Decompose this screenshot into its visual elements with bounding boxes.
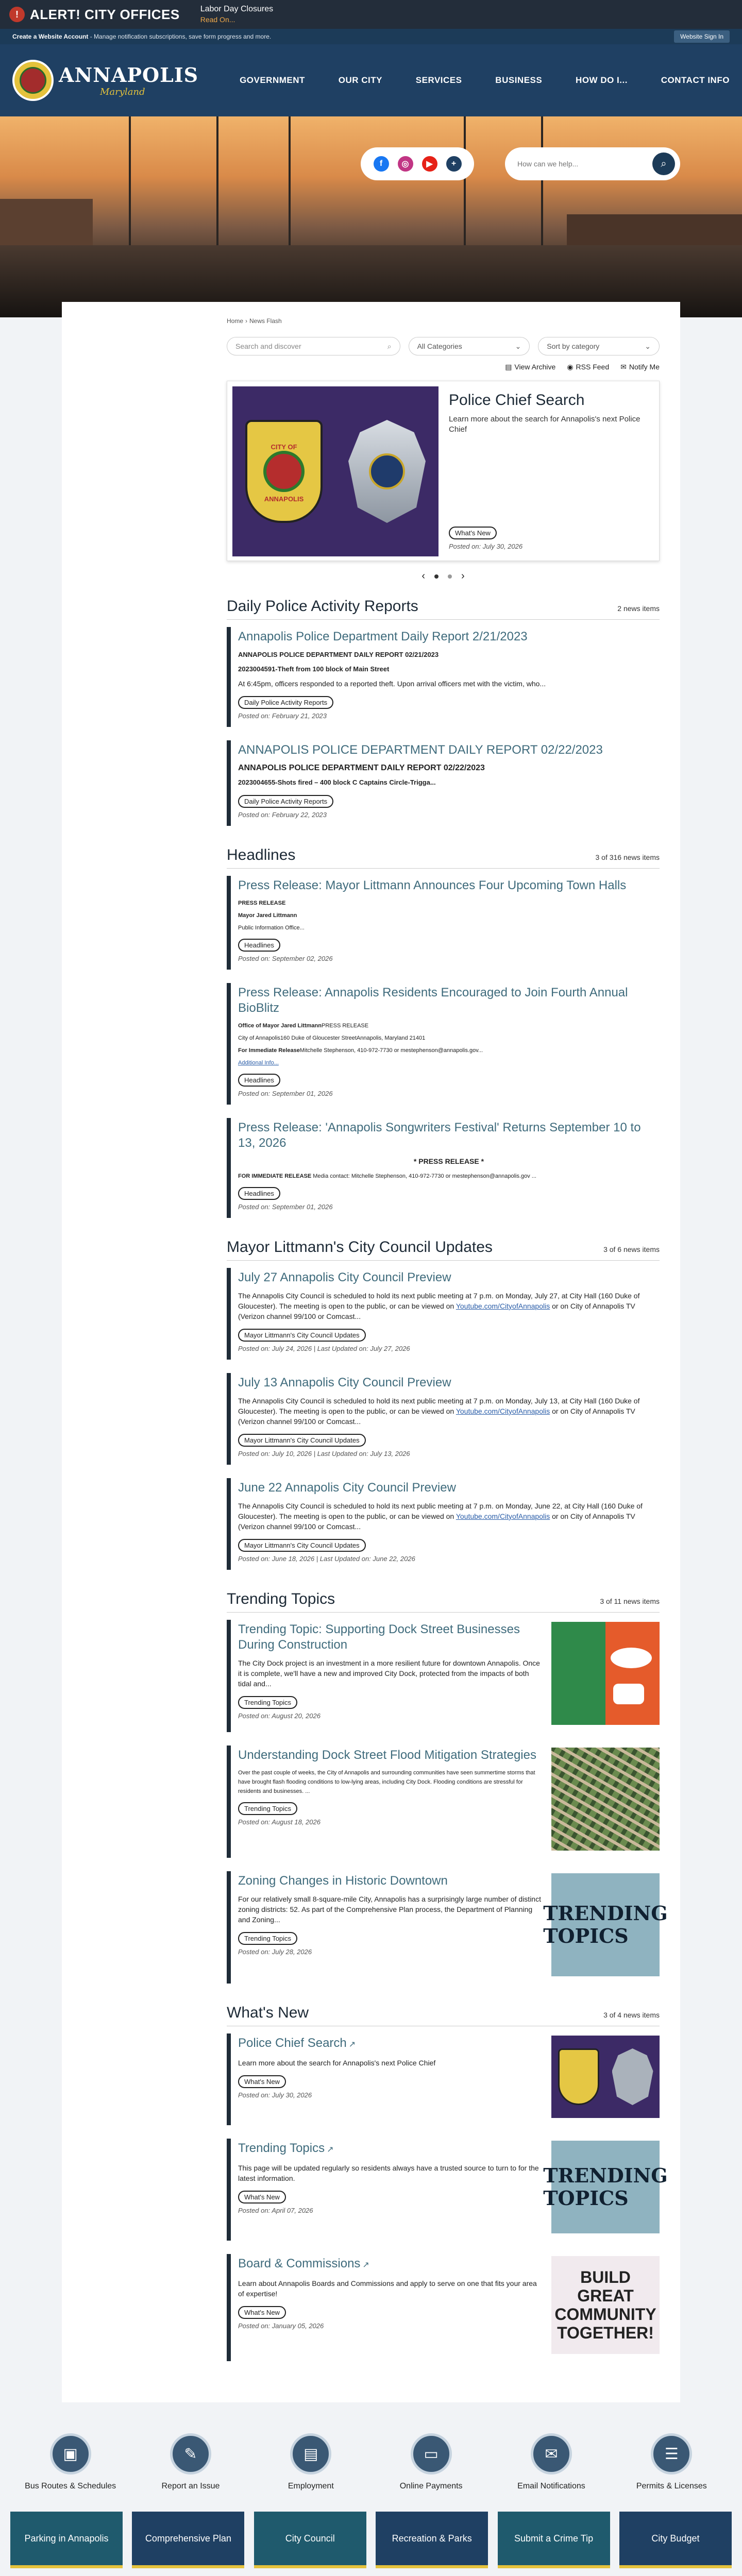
news-item-title[interactable] — [238, 2256, 543, 2273]
news-item-line: PRESS RELEASE — [238, 900, 286, 906]
nav-business[interactable]: BUSINESS — [495, 75, 543, 85]
news-item-text: Learn more about the search for Annapolis's next Police Chief — [238, 2059, 436, 2067]
feature-tiles — [0, 2512, 742, 2576]
quick-link-email[interactable] — [495, 2433, 608, 2491]
featured-posted: Posted on: July 30, 2026 — [449, 543, 523, 550]
news-item-tag[interactable]: Mayor Littmann's City Council Updates — [238, 1539, 366, 1552]
news-item-text: For our relatively small 8-square-mile City, Annapolis has a surprisingly large number of distinct zoning districts: 52. As part of the Comprehensive Plan process, the Department of Planning and Zoning... — [238, 1895, 541, 1924]
news-item-thumbnail[interactable] — [543, 2141, 668, 2233]
news-item-title[interactable]: Trending Topic: Supporting Dock Street Businesses During Construction — [238, 1622, 520, 1652]
news-item-thumbnail[interactable] — [551, 2256, 660, 2354]
news-item-line — [238, 1172, 660, 1181]
alert-bar — [0, 0, 742, 29]
hero-search — [505, 147, 680, 180]
logo-state: Maryland — [100, 87, 145, 97]
news-item-posted: Posted on: August 20, 2026 — [238, 1712, 321, 1720]
thumbnail-text: BUILD GREAT COMMUNITY TOGETHER! — [554, 2268, 656, 2342]
alert-items — [200, 4, 273, 25]
featured-image[interactable] — [232, 386, 439, 556]
news-item-text-a: The Annapolis City Council is scheduled to hold its next public meeting at 7 p.m. on Monday, June 22, at City Hall (160 Duke of Gloucester). The meeting is open to the public, or can be viewed on — [238, 1502, 643, 1520]
quick-link-label: Report an Issue — [161, 2482, 220, 2490]
news-item-posted: Posted on: February 22, 2023 — [238, 811, 327, 819]
quick-link-label: Permits & Licenses — [636, 2482, 707, 2490]
nav-government[interactable]: GOVERNMENT — [240, 75, 305, 85]
tile-city-council[interactable]: City Council — [254, 2512, 366, 2568]
news-item-line-rest: PRESS RELEASE — [321, 1023, 369, 1029]
pager-dot[interactable] — [434, 574, 439, 579]
nav-our-city[interactable]: OUR CITY — [338, 75, 382, 85]
news-item-title[interactable]: July 13 Annapolis City Council Preview — [238, 1376, 451, 1389]
news-item-thumbnail[interactable] — [551, 1622, 660, 1725]
breadcrumb: Home › News Flash — [227, 317, 282, 325]
news-item — [227, 1268, 660, 1360]
news-item — [227, 1620, 660, 1732]
quick-link-report[interactable] — [134, 2433, 247, 2491]
quick-link-label: Online Payments — [399, 2482, 463, 2490]
youtube-icon[interactable]: ▶ — [422, 156, 437, 172]
chevron-down-icon: ⌄ — [645, 342, 651, 350]
site-header — [0, 44, 742, 116]
thumbnail-text: TRENDING TOPICS — [543, 1902, 668, 1947]
featured-tag[interactable]: What's New — [449, 527, 497, 539]
filter-bar — [227, 337, 660, 355]
thumbnail-text: TRENDING TOPICS — [543, 2164, 668, 2210]
section-count: 3 of 316 news items — [595, 853, 660, 861]
chevron-left-icon[interactable]: ‹ — [421, 570, 425, 582]
tile-city-budget[interactable]: City Budget — [619, 2512, 732, 2568]
news-item-text-a: The Annapolis City Council is scheduled to hold its next public meeting at 7 p.m. on Monday, July 27, at City Hall (160 Duke of Gloucester). The meeting is open to the public, or can be viewed on — [238, 1292, 640, 1310]
quick-link-label: Bus Routes & Schedules — [25, 2482, 116, 2490]
news-item-line — [238, 1021, 660, 1030]
page-wrap — [0, 302, 742, 2402]
rss-icon: ◉ — [567, 363, 574, 371]
external-link-icon: ↗ — [348, 2040, 356, 2049]
news-item-title[interactable]: Annapolis Police Department Daily Report 2/21/2023 — [238, 630, 528, 643]
section-count: 3 of 6 news items — [603, 1245, 660, 1253]
alert-icon: ! — [9, 7, 25, 22]
news-item-line: City of Annapolis160 Duke of Gloucester StreetAnnapolis, Maryland 21401 — [238, 1035, 426, 1041]
quick-link-permits[interactable] — [615, 2433, 728, 2491]
news-item-tag[interactable]: What's New — [238, 2075, 286, 2088]
featured-slide — [227, 381, 660, 561]
news-item-text-b: or on City of Annapolis TV (Verizon channel 99/100 or Comcast... — [238, 1407, 635, 1426]
create-account-link[interactable]: Create a Website Account — [12, 33, 89, 40]
news-item-title[interactable]: ANNAPOLIS POLICE DEPARTMENT DAILY REPORT 02/22/2023 — [238, 743, 603, 757]
news-item — [227, 1478, 660, 1570]
news-item-title[interactable]: June 22 Annapolis City Council Preview — [238, 1481, 456, 1495]
briefcase-icon: ▤ — [290, 2433, 331, 2475]
news-item-text — [238, 1396, 660, 1427]
logo-text — [59, 63, 198, 97]
news-item — [227, 1871, 668, 1984]
additional-info-link[interactable]: Additional Info... — [238, 1060, 279, 1066]
news-item-line — [238, 1046, 660, 1055]
quick-link-label: Employment — [288, 2482, 334, 2490]
news-item-line: ANNAPOLIS POLICE DEPARTMENT DAILY REPORT 02/22/2023 — [238, 764, 485, 772]
news-item — [227, 740, 660, 826]
news-item — [227, 876, 660, 970]
news-item-posted: Posted on: July 10, 2026 | Last Updated on: July 13, 2026 — [238, 1450, 410, 1458]
news-item-line: * PRESS RELEASE * — [413, 1157, 484, 1165]
news-item-thumbnail[interactable] — [543, 1873, 668, 1976]
featured-title[interactable]: Police Chief Search — [449, 392, 585, 409]
chevron-down-icon: ⌄ — [515, 342, 521, 350]
nav-contact-info[interactable]: CONTACT INFO — [661, 75, 730, 85]
news-item-tag[interactable]: Headlines — [238, 939, 280, 952]
news-item — [227, 983, 660, 1105]
site-logo[interactable] — [12, 60, 198, 101]
notify-label: Notify Me — [629, 363, 660, 371]
news-search-input[interactable] — [227, 337, 400, 355]
news-item-posted: Posted on: August 18, 2026 — [238, 1818, 321, 1826]
section-title: What's New — [227, 2004, 309, 2021]
news-item-line-rest: Media contact: Mitchelle Stephenson, 410-972-7730 or mestephenson@annapolis.gov ... — [311, 1173, 536, 1179]
quick-link-bus[interactable] — [14, 2433, 127, 2491]
section-whats-new — [227, 2004, 668, 2361]
quick-links — [0, 2402, 742, 2512]
news-item-text — [238, 1501, 660, 1532]
tile-crime-tip[interactable]: Submit a Crime Tip — [498, 2512, 610, 2568]
news-item-title[interactable]: Zoning Changes in Historic Downtown — [238, 1874, 448, 1888]
news-item-tag[interactable]: What's New — [238, 2306, 286, 2319]
news-item-line: Public Information Office... — [238, 925, 305, 931]
news-item-posted: Posted on: September 01, 2026 — [238, 1090, 333, 1097]
envelope-icon: ✉ — [620, 363, 627, 371]
account-bar — [0, 29, 742, 44]
news-item-text — [238, 1291, 660, 1321]
youtube-link[interactable]: Youtube.com/CityofAnnapolis — [456, 1407, 550, 1415]
category-select[interactable] — [409, 337, 530, 355]
news-item-line-bold: For Immediate Release — [238, 1047, 300, 1054]
news-item-posted: Posted on: July 30, 2026 — [238, 2091, 312, 2099]
alert-item[interactable]: Labor Day Closures — [200, 5, 274, 13]
featured-desc: Learn more about the search for Annapolis's next Police Chief — [449, 415, 640, 434]
city-seal-icon — [245, 420, 323, 523]
news-item-posted: Posted on: April 07, 2026 — [238, 2207, 313, 2214]
facebook-icon[interactable]: f — [374, 156, 389, 172]
news-item-tag[interactable]: Daily Police Activity Reports — [238, 795, 333, 808]
news-item-tag[interactable]: Headlines — [238, 1187, 280, 1200]
news-item-text: The City Dock project is an investment in a more resilient future for downtown Annapolis. Once it is complete, we'll have a new and improved City Dock, protected from the impacts of both tidal and... — [238, 1659, 540, 1688]
section-police — [227, 598, 660, 826]
news-item-title-text: Trending Topics — [238, 2141, 325, 2155]
search-icon[interactable]: ⌕ — [652, 152, 675, 175]
news-item — [227, 1373, 660, 1465]
news-item — [227, 627, 660, 727]
search-icon[interactable]: ⌕ — [387, 342, 392, 350]
news-item-text: Over the past couple of weeks, the City of Annapolis and surrounding communities have seen summertime storms that have brought flash flooding conditions to low-lying areas, including City Dock. Flooding conditions are stressful for residents and businesses. ... — [238, 1770, 535, 1794]
news-item-tag[interactable]: Trending Topics — [238, 1696, 297, 1709]
seal-text-bottom: ANNAPOLIS — [264, 495, 304, 503]
social-links — [361, 147, 474, 180]
notify-me-link[interactable] — [620, 363, 660, 371]
main-nav — [240, 75, 730, 86]
section-title: Mayor Littmann's City Council Updates — [227, 1239, 493, 1256]
news-item-posted: Posted on: September 01, 2026 — [238, 1203, 333, 1211]
quick-link-employment[interactable] — [254, 2433, 367, 2491]
section-title: Trending Topics — [227, 1590, 335, 1607]
news-item-text-a: The Annapolis City Council is scheduled to hold its next public meeting at 7 p.m. on Monday, July 13, at City Hall (160 Duke of Gloucester). The meeting is open to the public, or can be viewed on — [238, 1397, 640, 1415]
youtube-link[interactable]: Youtube.com/CityofAnnapolis — [456, 1512, 550, 1520]
news-item — [227, 2139, 668, 2241]
quick-link-payments[interactable] — [375, 2433, 488, 2491]
news-item — [227, 1745, 660, 1858]
news-item-title[interactable] — [238, 2036, 543, 2053]
rss-label: RSS Feed — [576, 363, 610, 371]
tile-parking[interactable]: Parking in Annapolis — [10, 2512, 123, 2568]
news-item-title[interactable]: Press Release: 'Annapolis Songwriters Festival' Returns September 10 to 13, 2026 — [238, 1121, 641, 1150]
sort-value: Sort by category — [547, 342, 600, 350]
news-item-tag[interactable]: What's New — [238, 2191, 286, 2204]
pager-dot[interactable] — [448, 574, 452, 579]
chevron-right-icon[interactable]: › — [461, 570, 465, 582]
quick-link-label: Email Notifications — [517, 2482, 585, 2490]
rss-feed-link[interactable] — [567, 363, 609, 371]
news-item-tag[interactable]: Headlines — [238, 1074, 280, 1087]
news-search-placeholder: Search and discover — [235, 342, 301, 350]
external-link-icon: ↗ — [362, 2261, 369, 2269]
news-item-line: 2023004591-Theft from 100 block of Main Street — [238, 665, 390, 673]
chat-icon: ✎ — [170, 2433, 211, 2475]
news-item-title[interactable]: Understanding Dock Street Flood Mitigation Strategies — [238, 1748, 536, 1762]
main-content — [62, 302, 680, 2402]
tile-comprehensive-plan[interactable]: Comprehensive Plan — [132, 2512, 244, 2568]
news-item — [227, 2254, 660, 2361]
archive-icon: ▤ — [505, 363, 512, 371]
document-icon: ☰ — [651, 2433, 692, 2475]
city-seal-icon — [12, 60, 54, 101]
category-value: All Categories — [417, 342, 462, 350]
youtube-link[interactable]: Youtube.com/CityofAnnapolis — [456, 1302, 550, 1310]
section-title: Daily Police Activity Reports — [227, 598, 418, 615]
news-item-tag[interactable]: Mayor Littmann's City Council Updates — [238, 1329, 366, 1342]
section-count: 3 of 11 news items — [600, 1597, 660, 1605]
envelope-icon: ✉ — [531, 2433, 572, 2475]
news-item-text: This page will be updated regularly so residents always have a trusted source to turn to for the latest information. — [238, 2164, 539, 2182]
nav-services[interactable]: SERVICES — [415, 75, 462, 85]
news-item-line-rest: Mitchelle Stephenson, 410-972-7730 or mestephenson@annapolis.gov... — [299, 1047, 483, 1054]
news-item-line-bold: FOR IMMEDIATE RELEASE — [238, 1173, 312, 1179]
tool-links — [227, 363, 660, 371]
news-item-title-text: Police Chief Search — [238, 2036, 347, 2050]
hero-search-input[interactable] — [517, 160, 652, 168]
tile-recreation[interactable]: Recreation & Parks — [376, 2512, 488, 2568]
account-desc: - Manage notification subscriptions, save form progress and more. — [88, 33, 272, 40]
section-title: Headlines — [227, 846, 296, 863]
news-item-line: 2023004655-Shots fired – 400 block C Captains Circle-Trigga... — [238, 778, 436, 786]
section-council — [227, 1239, 660, 1570]
news-item — [227, 1118, 660, 1218]
news-item-line-bold: Office of Mayor Jared Littmann — [238, 1023, 322, 1029]
news-item-thumbnail[interactable] — [551, 1748, 660, 1851]
news-item-tag[interactable]: Trending Topics — [238, 1932, 297, 1945]
bus-icon: ▣ — [50, 2433, 91, 2475]
news-item-line: ANNAPOLIS POLICE DEPARTMENT DAILY REPORT 02/21/2023 — [238, 651, 439, 658]
alert-read-on[interactable]: Read On... — [200, 15, 235, 24]
section-headlines — [227, 846, 660, 1218]
featured-body — [439, 386, 654, 555]
news-item-tag[interactable]: Mayor Littmann's City Council Updates — [238, 1434, 366, 1447]
section-trending — [227, 1590, 668, 1984]
hero-banner — [0, 116, 742, 317]
logo-name: ANNAPOLIS — [59, 63, 199, 87]
news-item-posted: Posted on: June 18, 2026 | Last Updated on: June 22, 2026 — [238, 1555, 415, 1563]
news-item-posted: Posted on: July 28, 2026 — [238, 1948, 312, 1956]
laptop-icon: ▭ — [411, 2433, 452, 2475]
police-badge-icon — [348, 420, 426, 523]
news-item-tag[interactable]: Trending Topics — [238, 1802, 297, 1815]
news-item-tag[interactable]: Daily Police Activity Reports — [238, 696, 333, 709]
view-archive-label: View Archive — [514, 363, 556, 371]
news-item-line: Mayor Jared Littmann — [238, 912, 297, 919]
section-count: 3 of 4 news items — [603, 2011, 660, 2019]
news-item-title[interactable] — [238, 2141, 543, 2158]
nav-how-do-i[interactable]: HOW DO I... — [576, 75, 628, 85]
news-item-posted: Posted on: September 02, 2026 — [238, 955, 333, 962]
news-item-text-b: or on City of Annapolis TV (Verizon channel 99/100 or Comcast... — [238, 1512, 635, 1531]
breadcrumb-current: News Flash — [249, 317, 282, 325]
section-count: 2 news items — [617, 604, 660, 613]
news-item-title[interactable]: Press Release: Mayor Littmann Announces Four Upcoming Town Halls — [238, 878, 627, 892]
news-item-title[interactable]: Press Release: Annapolis Residents Encouraged to Join Fourth Annual BioBlitz — [238, 986, 628, 1015]
breadcrumb-home[interactable]: Home — [227, 317, 244, 325]
news-item-posted: Posted on: January 05, 2026 — [238, 2322, 324, 2330]
news-item-posted: Posted on: July 24, 2026 | Last Updated on: July 27, 2026 — [238, 1345, 410, 1352]
more-social-icon[interactable]: + — [446, 156, 462, 172]
sign-in-button[interactable]: Website Sign In — [674, 30, 730, 43]
seal-text-top: CITY OF — [271, 443, 297, 451]
instagram-icon[interactable]: ◎ — [398, 156, 413, 172]
news-item-title-text: Board & Commissions — [238, 2257, 361, 2270]
news-item-thumbnail[interactable] — [551, 2036, 660, 2118]
news-item — [227, 2033, 660, 2125]
sort-select[interactable] — [538, 337, 660, 355]
news-item-posted: Posted on: February 21, 2023 — [238, 712, 327, 720]
view-archive-link[interactable] — [505, 363, 555, 371]
account-text — [12, 33, 271, 40]
carousel-pager — [227, 570, 660, 582]
external-link-icon: ↗ — [327, 2145, 334, 2154]
news-item-text-b: or on City of Annapolis TV (Verizon channel 99/100 or Comcast... — [238, 1302, 635, 1320]
news-item-text: Learn about Annapolis Boards and Commissions and apply to serve on one that fits your area of expertise! — [238, 2279, 537, 2298]
news-item-line: At 6:45pm, officers responded to a reported theft. Upon arrival officers met with the victim, who... — [238, 680, 546, 688]
news-item-title[interactable]: July 27 Annapolis City Council Preview — [238, 1270, 451, 1284]
alert-title: ALERT! CITY OFFICES — [30, 6, 180, 22]
